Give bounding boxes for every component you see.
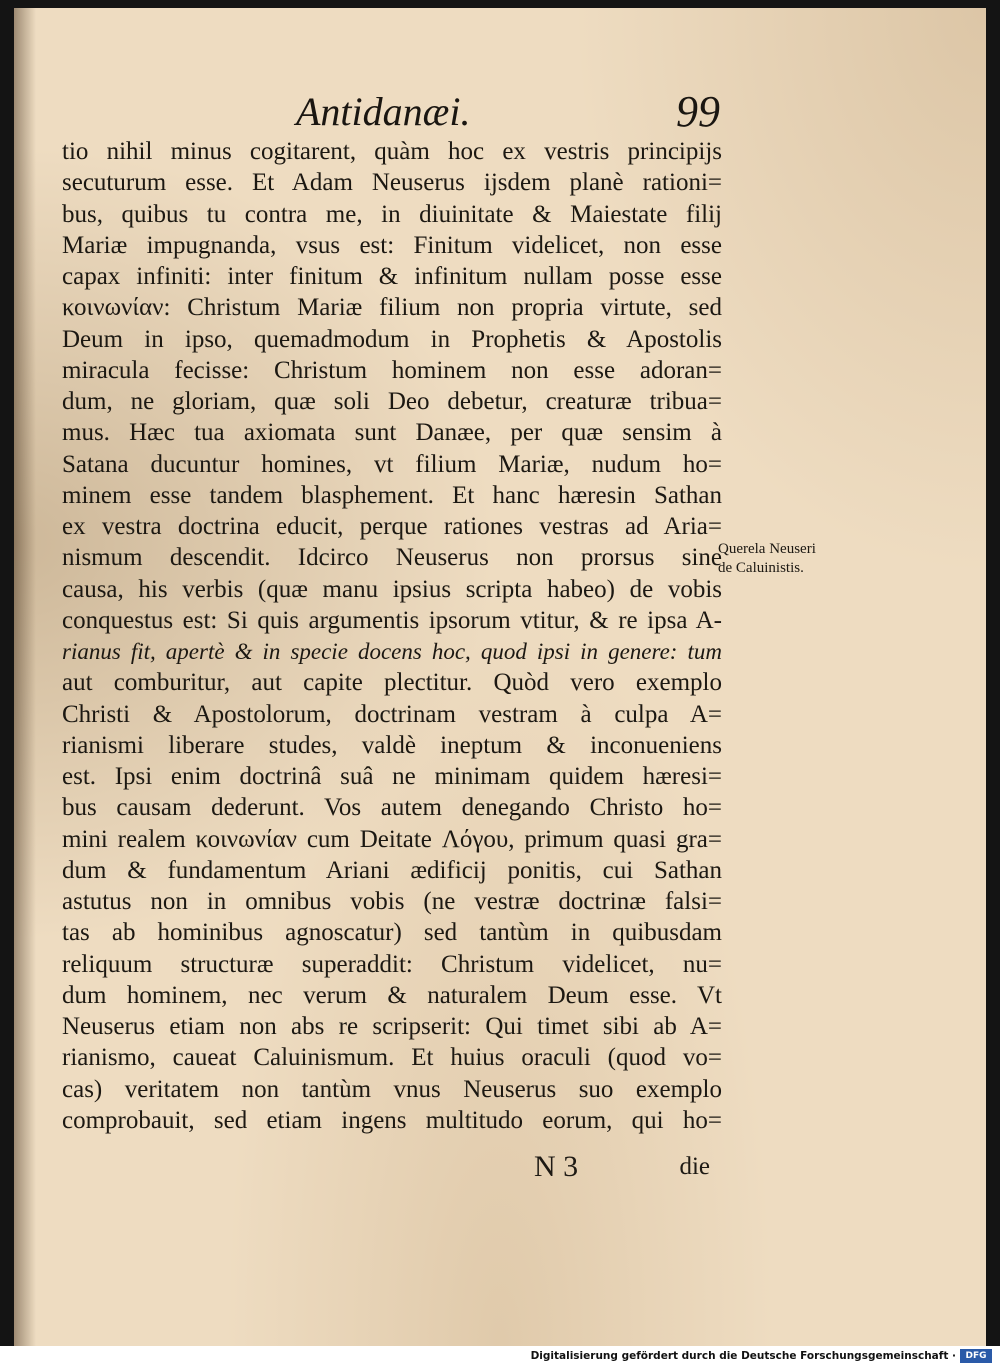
- catchline: [534, 1150, 710, 1184]
- body-text: [62, 136, 722, 1136]
- text-line: mus. Hæc tua axiomata sunt Danæe, per quæ sensim à: [62, 419, 722, 447]
- text-line: aut comburitur, aut capite plectitur. Quòd vero exemplo: [62, 669, 722, 697]
- gutter-shadow: [14, 8, 36, 1346]
- text-line: est. Ipsi enim doctrinâ suâ ne minimam quidem hæresi=: [62, 763, 722, 790]
- text-line: tas ab hominibus agnoscatur) sed tantùm in quibusdam: [62, 919, 722, 947]
- text-line: miracula fecisse: Christum hominem non esse adoran=: [62, 356, 722, 384]
- text-line: reliquum structuræ superaddit: Christum videlicet, nu=: [62, 950, 722, 978]
- running-title: Antidanæi.: [296, 89, 471, 134]
- text-line: rianismo, caueat Caluinismum. Et huius oraculi (quod vo=: [62, 1044, 722, 1072]
- text-line: rianismi liberare studes, valdè ineptum & inconueniens: [62, 731, 722, 759]
- text-line: causa, his verbis (quæ manu ipsius scripta habeo) de vobis: [62, 575, 722, 603]
- book-page: [14, 8, 986, 1346]
- text-line: dum & fundamentum Ariani ædificij ponitis, cui Sathan: [62, 856, 722, 884]
- text-line: capax infiniti: inter finitum & infinitum nullam posse esse: [62, 263, 722, 290]
- text-line: astutus non in omnibus vobis (ne vestræ doctrinæ falsi=: [62, 888, 722, 915]
- text-line: mini realem κοινωνίαν cum Deitate Λόγου, primum quasi gra=: [62, 825, 722, 853]
- text-line: Mariæ impugnanda, vsus est: Finitum videlicet, non esse: [62, 231, 722, 259]
- text-line: ex vestra doctrina educit, perque rationes vestras ad Aria=: [62, 513, 722, 540]
- text-line: κοινωνίαν: Christum Mariæ filium non propria virtute, sed: [62, 294, 722, 322]
- text-line: comprobauit, sed etiam ingens multitudo eorum, qui ho=: [62, 1106, 722, 1134]
- text-line: rianus fit, apertè & in specie docens hoc, quod ipsi in genere: tum: [62, 639, 722, 664]
- text-line: Christi & Apostolorum, doctrinam vestram à culpa A=: [62, 700, 722, 728]
- signature-mark: N 3: [534, 1150, 579, 1183]
- text-line: conquestus est: Si quis argumentis ipsorum vtitur, & re ipsa A-: [62, 606, 722, 634]
- text-line: dum, ne gloriam, quæ soli Deo debetur, creaturæ tribua=: [62, 388, 722, 415]
- dfg-logo: DFG: [960, 1349, 992, 1363]
- text-line: Deum in ipso, quemadmodum in Prophetis & Apostolis: [62, 325, 722, 353]
- text-line: dum hominem, nec verum & naturalem Deum esse. Vt: [62, 981, 722, 1009]
- margin-note-line: de Caluinistis.: [718, 560, 804, 576]
- funding-notice: Digitalisierung gefördert durch die Deutsche Forschungsgemeinschaft ·: [530, 1350, 956, 1362]
- footer-bar: [0, 1346, 1000, 1366]
- text-line: bus, quibus tu contra me, in diuinitate & Maiestate filij: [62, 200, 722, 228]
- page-number: 99: [676, 87, 720, 136]
- text-line: bus causam dederunt. Vos autem denegando Christo ho=: [62, 794, 722, 822]
- text-line: tio nihil minus cogitarent, quàm hoc ex vestris principijs: [62, 138, 722, 165]
- margin-note: [718, 540, 878, 578]
- text-line: nismum descendit. Idcirco Neuserus non prorsus sine: [62, 544, 722, 572]
- text-line: minem esse tandem blasphement. Et hanc hæresin Sathan: [62, 481, 722, 509]
- text-line: Neuserus etiam non abs re scripserit: Qui timet sibi ab A=: [62, 1013, 722, 1040]
- text-line: secuturum esse. Et Adam Neuserus ijsdem planè rationi=: [62, 169, 722, 197]
- margin-note-line: Querela Neuseri: [718, 541, 816, 557]
- running-head: [296, 88, 736, 136]
- text-line: Satana ducuntur homines, vt filium Mariæ, nudum ho=: [62, 450, 722, 478]
- catchword: die: [679, 1153, 710, 1180]
- text-line: cas) veritatem non tantùm vnus Neuserus suo exemplo: [62, 1075, 722, 1103]
